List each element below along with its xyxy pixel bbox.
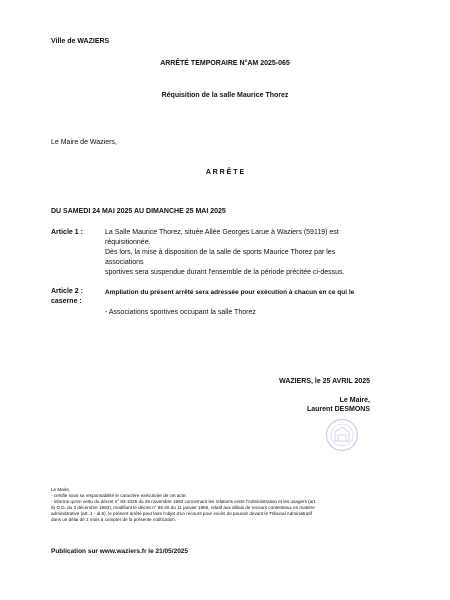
publication-notice: Publication sur www.waziers.fr le 21/05/2025 bbox=[51, 548, 189, 555]
footer-line: dans un délai de 2 mois à compter de la présente notification. bbox=[51, 517, 177, 522]
footer-line: - informe qu'en vertu du décret n° 83-1025 du 28 novembre 1983 concernant les relations entre l'Administration et les usagers (art. bbox=[51, 499, 317, 504]
arrete-subject: Réquisition de la salle Maurice Thorez bbox=[161, 92, 289, 99]
article-1-line: associations bbox=[105, 259, 144, 266]
article-1-body bbox=[105, 228, 415, 278]
article-1-line: réquisitionnée. bbox=[105, 239, 151, 246]
article-2-label bbox=[51, 287, 83, 307]
article-2-label-line: Article 2 : bbox=[51, 288, 83, 295]
footer-notice bbox=[51, 487, 401, 523]
footer-line: administrative (art. 1 - al.6), le présent arrêté peut faire l'objet d'un recours pour excès de pouvoir devant le Tribunal Administratif bbox=[51, 511, 312, 516]
period-heading: DU SAMEDI 24 MAI 2025 AU DIMANCHE 25 MAI 2025 bbox=[51, 208, 226, 215]
arrete-heading: A R R Ê T E bbox=[205, 169, 245, 176]
town-seal-stamp bbox=[325, 418, 359, 452]
signature-place-date: WAZIERS, le 25 AVRIL 2025 bbox=[279, 378, 370, 385]
signature-name: Laurent DESMONS bbox=[306, 406, 370, 413]
article-1-label: Article 1 : bbox=[51, 229, 83, 236]
city-header: Ville de WAZIERS bbox=[51, 38, 110, 45]
article-2-label-line: caserne : bbox=[51, 298, 82, 305]
article-1-line: Dès lors, la mise à disposition de la salle de sports Maurice Thorez par les bbox=[105, 249, 336, 256]
footer-line: - certifie sous sa responsabilité le caractère exécutoire de cet acte. bbox=[51, 493, 187, 498]
article-2-text: Ampliation du présent arrêté sera adressée pour exécution à chacun en ce qui le bbox=[105, 289, 355, 296]
article-1-line: La Salle Maurice Thorez, située Allée Georges Larue à Waziers (59119) est bbox=[105, 229, 339, 236]
arrete-number: ARRÊTÉ TEMPORAIRE N°AM 2025-065 bbox=[160, 60, 290, 67]
footer-line: 9) O.D. du 3 décembre 1983), modifiant le décret n° 65-25 du 11 janvier 1965, relatif aux délais de recours contentieux en matière bbox=[51, 505, 315, 510]
footer-label: Le Maire, bbox=[51, 487, 71, 492]
intro-text: Le Maire de Waziers, bbox=[51, 139, 117, 146]
article-2-recipient: - Associations sportives occupant la salle Thorez bbox=[105, 309, 256, 316]
article-1-line: sportives sera suspendue durant l'ensemble de la période précitée ci-dessus. bbox=[105, 269, 345, 276]
signature-title: Le Maire, bbox=[339, 397, 370, 404]
